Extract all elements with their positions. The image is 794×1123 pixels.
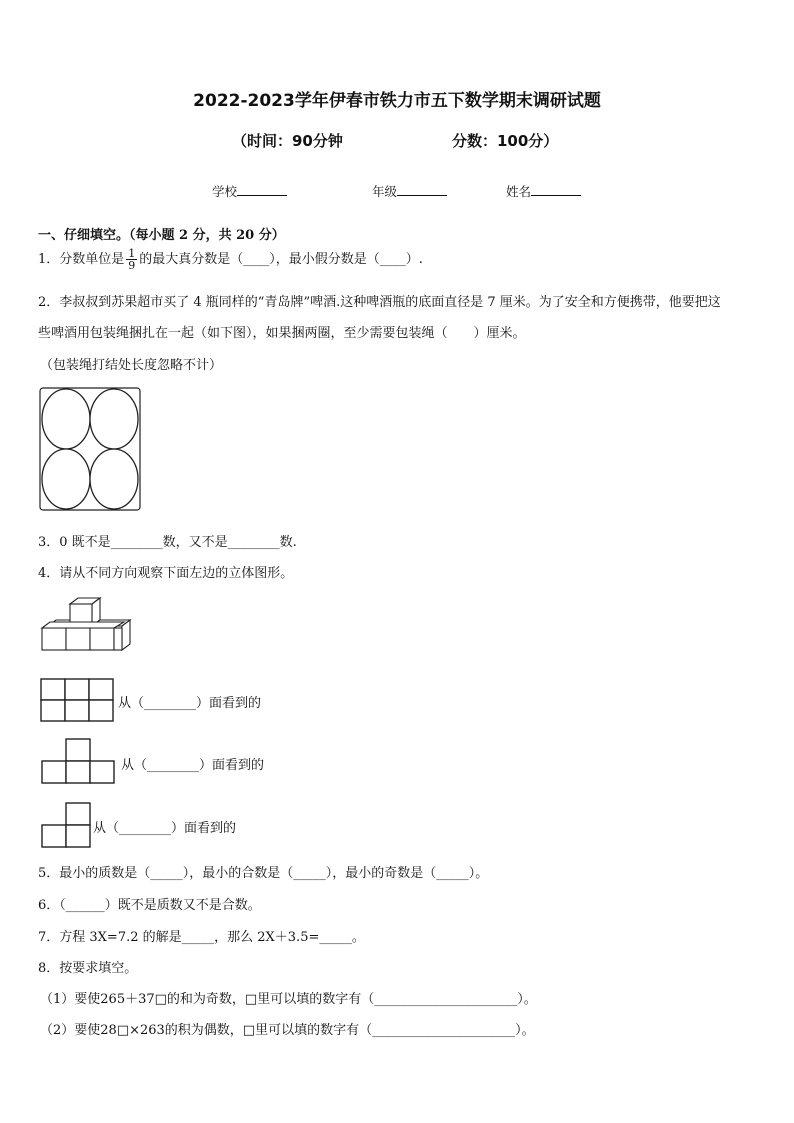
- fraction-numerator: 1: [128, 247, 136, 260]
- question-8-sub-2: （2）要使28□×263的积为偶数，□里可以填的数字有（______________________）。: [40, 1023, 535, 1038]
- cube-solid-figure: [40, 596, 136, 654]
- view-2-label: 从（________）面看到的: [121, 758, 265, 773]
- bottle-circle-top-left: [42, 389, 90, 449]
- grade-blank[interactable]: [397, 182, 447, 196]
- bottles-bundle-figure: [38, 386, 144, 512]
- view-1-label: 从（________）面看到的: [118, 696, 262, 711]
- exam-score: 分数：100分）: [452, 132, 559, 150]
- page-title: 2022-2023学年伊春市铁力市五下数学期末调研试题: [193, 91, 601, 111]
- name-label: 姓名: [506, 184, 532, 199]
- name-blank[interactable]: [531, 182, 581, 196]
- fraction: [126, 248, 137, 271]
- name-field: [506, 182, 581, 200]
- question-8-sub-1: （1）要使265＋37□的和为奇数，□里可以填的数字有（______________________）。: [40, 992, 537, 1007]
- bottle-circle-top-right: [90, 389, 138, 449]
- grade-label: 年级: [372, 184, 398, 199]
- question-7: 7．方程 3X=7.2 的解是_____，那么 2X＋3.5=_____。: [38, 930, 365, 945]
- school-field: [212, 182, 287, 200]
- question-8: 8．按要求填空。: [38, 961, 138, 976]
- bottle-circle-bottom-left: [42, 449, 90, 509]
- grade-field: [372, 182, 447, 200]
- q1-prefix: 1．分数单位是: [38, 252, 125, 267]
- question-6: 6．（______）既不是质数又不是合数。: [38, 898, 261, 913]
- question-1: [38, 248, 423, 271]
- bottle-circle-bottom-right: [90, 449, 138, 509]
- view-grid-2x3: [40, 678, 114, 722]
- view-t-shape: [40, 738, 116, 784]
- question-5: 5．最小的质数是（_____），最小的合数是（_____），最小的奇数是（_____）。: [38, 866, 489, 881]
- school-blank[interactable]: [237, 182, 287, 196]
- q1-suffix: 的最大真分数是（____），最小假分数是（____）.: [139, 252, 423, 267]
- exam-time: （时间：90分钟: [232, 132, 343, 150]
- question-2-line-2: 些啤酒用包装绳捆扎在一起（如下图），如果捆两圈，至少需要包装绳（ ）厘米。: [38, 326, 526, 341]
- question-2-note: （包装绳打结处长度忽略不计）: [40, 358, 223, 373]
- question-2-line-1: 2．李叔叔到苏果超市买了 4 瓶同样的“青岛牌”啤酒.这种啤酒瓶的底面直径是 7 厘米。为了安全和方便携带，他要把这: [38, 295, 721, 310]
- question-3: 3．0 既不是________数，又不是________数.: [38, 535, 297, 550]
- view-3-label: 从（________）面看到的: [93, 821, 237, 836]
- section-heading: 一、仔细填空。（每小题 2 分，共 20 分）: [38, 228, 285, 243]
- school-label: 学校: [212, 184, 238, 199]
- question-4: 4．请从不同方向观察下面左边的立体图形。: [38, 566, 294, 581]
- fraction-denominator: 9: [128, 259, 136, 272]
- view-l-shape: [40, 802, 92, 848]
